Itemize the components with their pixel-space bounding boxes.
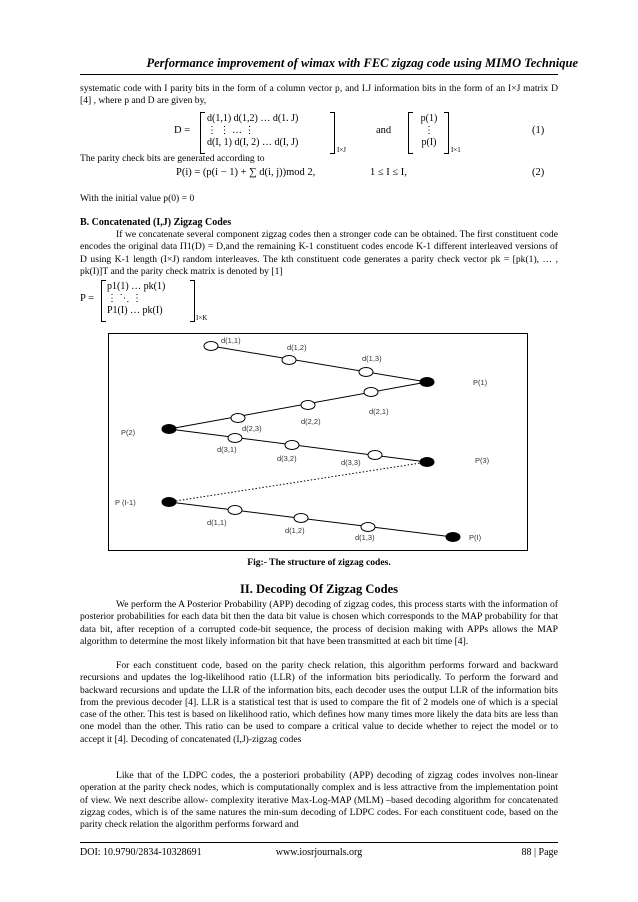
eq3-row: ⋮ ⋱ ⋮ [107,293,142,304]
eq1-and: and [376,125,392,136]
eq1-bracket-right [330,112,335,154]
parity-node [162,425,176,434]
data-node [359,368,373,377]
node-label: d(1,1) [221,336,241,345]
eq3-bracket-right [190,280,195,322]
parity-node [446,533,460,542]
parity-node [162,498,176,507]
eq1-p-row: ⋮ [424,125,434,136]
eq1-p-row: p(1) [420,113,438,124]
data-node [301,401,315,410]
node-label: d(3,2) [277,454,297,463]
dotted-edge-line [169,462,427,502]
eq1-p-subscript: I×1 [451,146,461,154]
data-node [282,356,296,365]
footer-doi: DOI: 10.9790/2834-10328691 [80,847,202,858]
node-label: P(1) [473,378,488,387]
parity-node [420,458,434,467]
data-node [294,514,308,523]
eq1-row: d(1,1) d(1,2) … d(1. J) [207,113,299,124]
data-node [231,414,245,423]
parity-node [420,378,434,387]
section-ii-heading: II. Decoding Of Zigzag Codes [240,582,398,596]
data-node [285,441,299,450]
node-label: d(3,1) [217,445,237,454]
zigzag-structure-figure [108,333,528,551]
eq2-range: 1 ≤ I ≤ I, [370,167,407,178]
eq3-subscript: I×K [196,314,208,322]
eq2-number: (2) [532,167,545,178]
node-label: d(3,3) [341,458,361,467]
figure-caption: Fig:- The structure of zigzag codes. [247,557,391,568]
eq1-subscript: I×J [337,146,347,154]
edge-line [169,382,427,429]
section-b-heading: B. Concatenated (I,J) Zigzag Codes [80,217,232,228]
eq1-row: ⋮ ⋮ … ⋮ [207,125,255,136]
eq3-bracket-left [101,280,106,322]
section-ii-paragraph-3: Like that of the LDPC codes, the a posteriori probability (APP) decoding of zigzag codes involves non-linear operation at the parity check nodes, which is computationally complex and is less attractive from the implementation point of view. We next describe allow- complexity iterative Max-Log-MAP (MLM) –based decoding algorithm for concatenated zigzag codes, which is of the same natures the min-sum decoding of LDPC codes. For each constituent code, based on the parity check relation the algorithm performs forward and [80,770,558,831]
footer-site: www.iosrjournals.org [275,847,363,858]
section-b-paragraph: If we concatenate several component zigzag codes then a stronger code can be obtained. The first constituent code encodes the original data Π1(D) = D,and the remaining K-1 constituent codes encode K-1 different interleaved versions of D using K-1 length (I×J) random interleaves. The kth constituent code generates a parity check vector pk = [pk(1), … , pk(I)]T and the parity check matrix is denoted by [1] [80,229,558,277]
eq1-lhs: D = [174,125,191,136]
data-node [228,506,242,515]
initial-value-text: With the initial value p(0) = 0 [80,193,195,204]
data-node [368,451,382,460]
node-label: d(1,1) [207,518,227,527]
node-label: P(2) [121,428,136,437]
eq3-row: P1(I) … pk(I) [107,305,163,316]
data-node [204,342,218,351]
eq1-p-vector [414,113,444,149]
header-rule [80,74,558,75]
node-label: d(2,2) [301,417,321,426]
edge-line [211,346,427,382]
running-header: Performance improvement of wimax with FEC zigzag code using MIMO Technique [146,56,578,70]
eq1-row: d(I, 1) d(I, 2) … d(I, J) [207,137,299,148]
node-label: P (I-1) [115,498,136,507]
node-label: d(1,3) [362,354,382,363]
node-label: d(1,2) [285,526,305,535]
eq1-bracket-left [200,112,205,154]
eq1-p-bracket-right [444,112,449,154]
node-label: d(2,3) [242,424,262,433]
eq1-number: (1) [532,125,545,136]
eq1-matrix [207,113,298,149]
node-label: d(1,2) [287,343,307,352]
eq1-p-bracket-left [408,112,413,154]
footer-rule [80,842,558,843]
intro-paragraph: systematic code with I parity bits in the form of a column vector p, and I.J information bits in the form of an I×J matrix D [4] , where p and D are given by, [80,83,558,107]
data-node [364,388,378,397]
zigzag-diagram [109,334,527,550]
parity-text: The parity check bits are generated according to [80,153,265,164]
eq3-lhs: P = [80,293,94,304]
section-ii-paragraph-1: We perform the A Posterior Probability (APP) decoding of zigzag codes, this process starts with the information of posterior probabilities for each data bit then the data bit value is chosen which corresponds to the MAP probability for that data bit, after reception of a corrupted code-bit sequence, the process of decision making with APPs allows the MAP algorithm to determine the most likely information bit that have been transmitted at each bit time [4]. [80,599,558,647]
eq3-row: p1(1) … pk(1) [107,281,166,292]
footer-page: 88 | Page [521,847,558,858]
data-node [228,434,242,443]
eq2-expression: P(i) = (p(i − 1) + ∑ d(i, j))mod 2, [176,167,316,178]
node-label: d(1,3) [355,533,375,542]
node-label: d(2,1) [369,407,389,416]
eq1-p-row: p(I) [421,137,437,148]
node-label: P(I) [469,533,482,542]
section-ii-paragraph-2: For each constituent code, based on the parity check relation, this algorithm performs forward and backward recursions and updates the log-likelihood ratio (LLR) of the information bits periodically. To perform the forward and backward recursions and update the LLR of the information bits, each decoder uses the output LLR of the information bits from the previous decoder [4]. LLR is a statistical test that is used to compare the fit of 2 models one of which is a special case of the other. This test is based on likelihood ratio, which defines how many times more likely the data bits are less than one model than the other. This ratio can be used to compare a critical value to decide whether to reject the model or to accept it [4]. Decoding of concatenated (I,J)-zigzag codes [80,660,558,745]
data-node [361,523,375,532]
eq3-matrix [107,281,165,317]
node-label: P(3) [475,456,490,465]
